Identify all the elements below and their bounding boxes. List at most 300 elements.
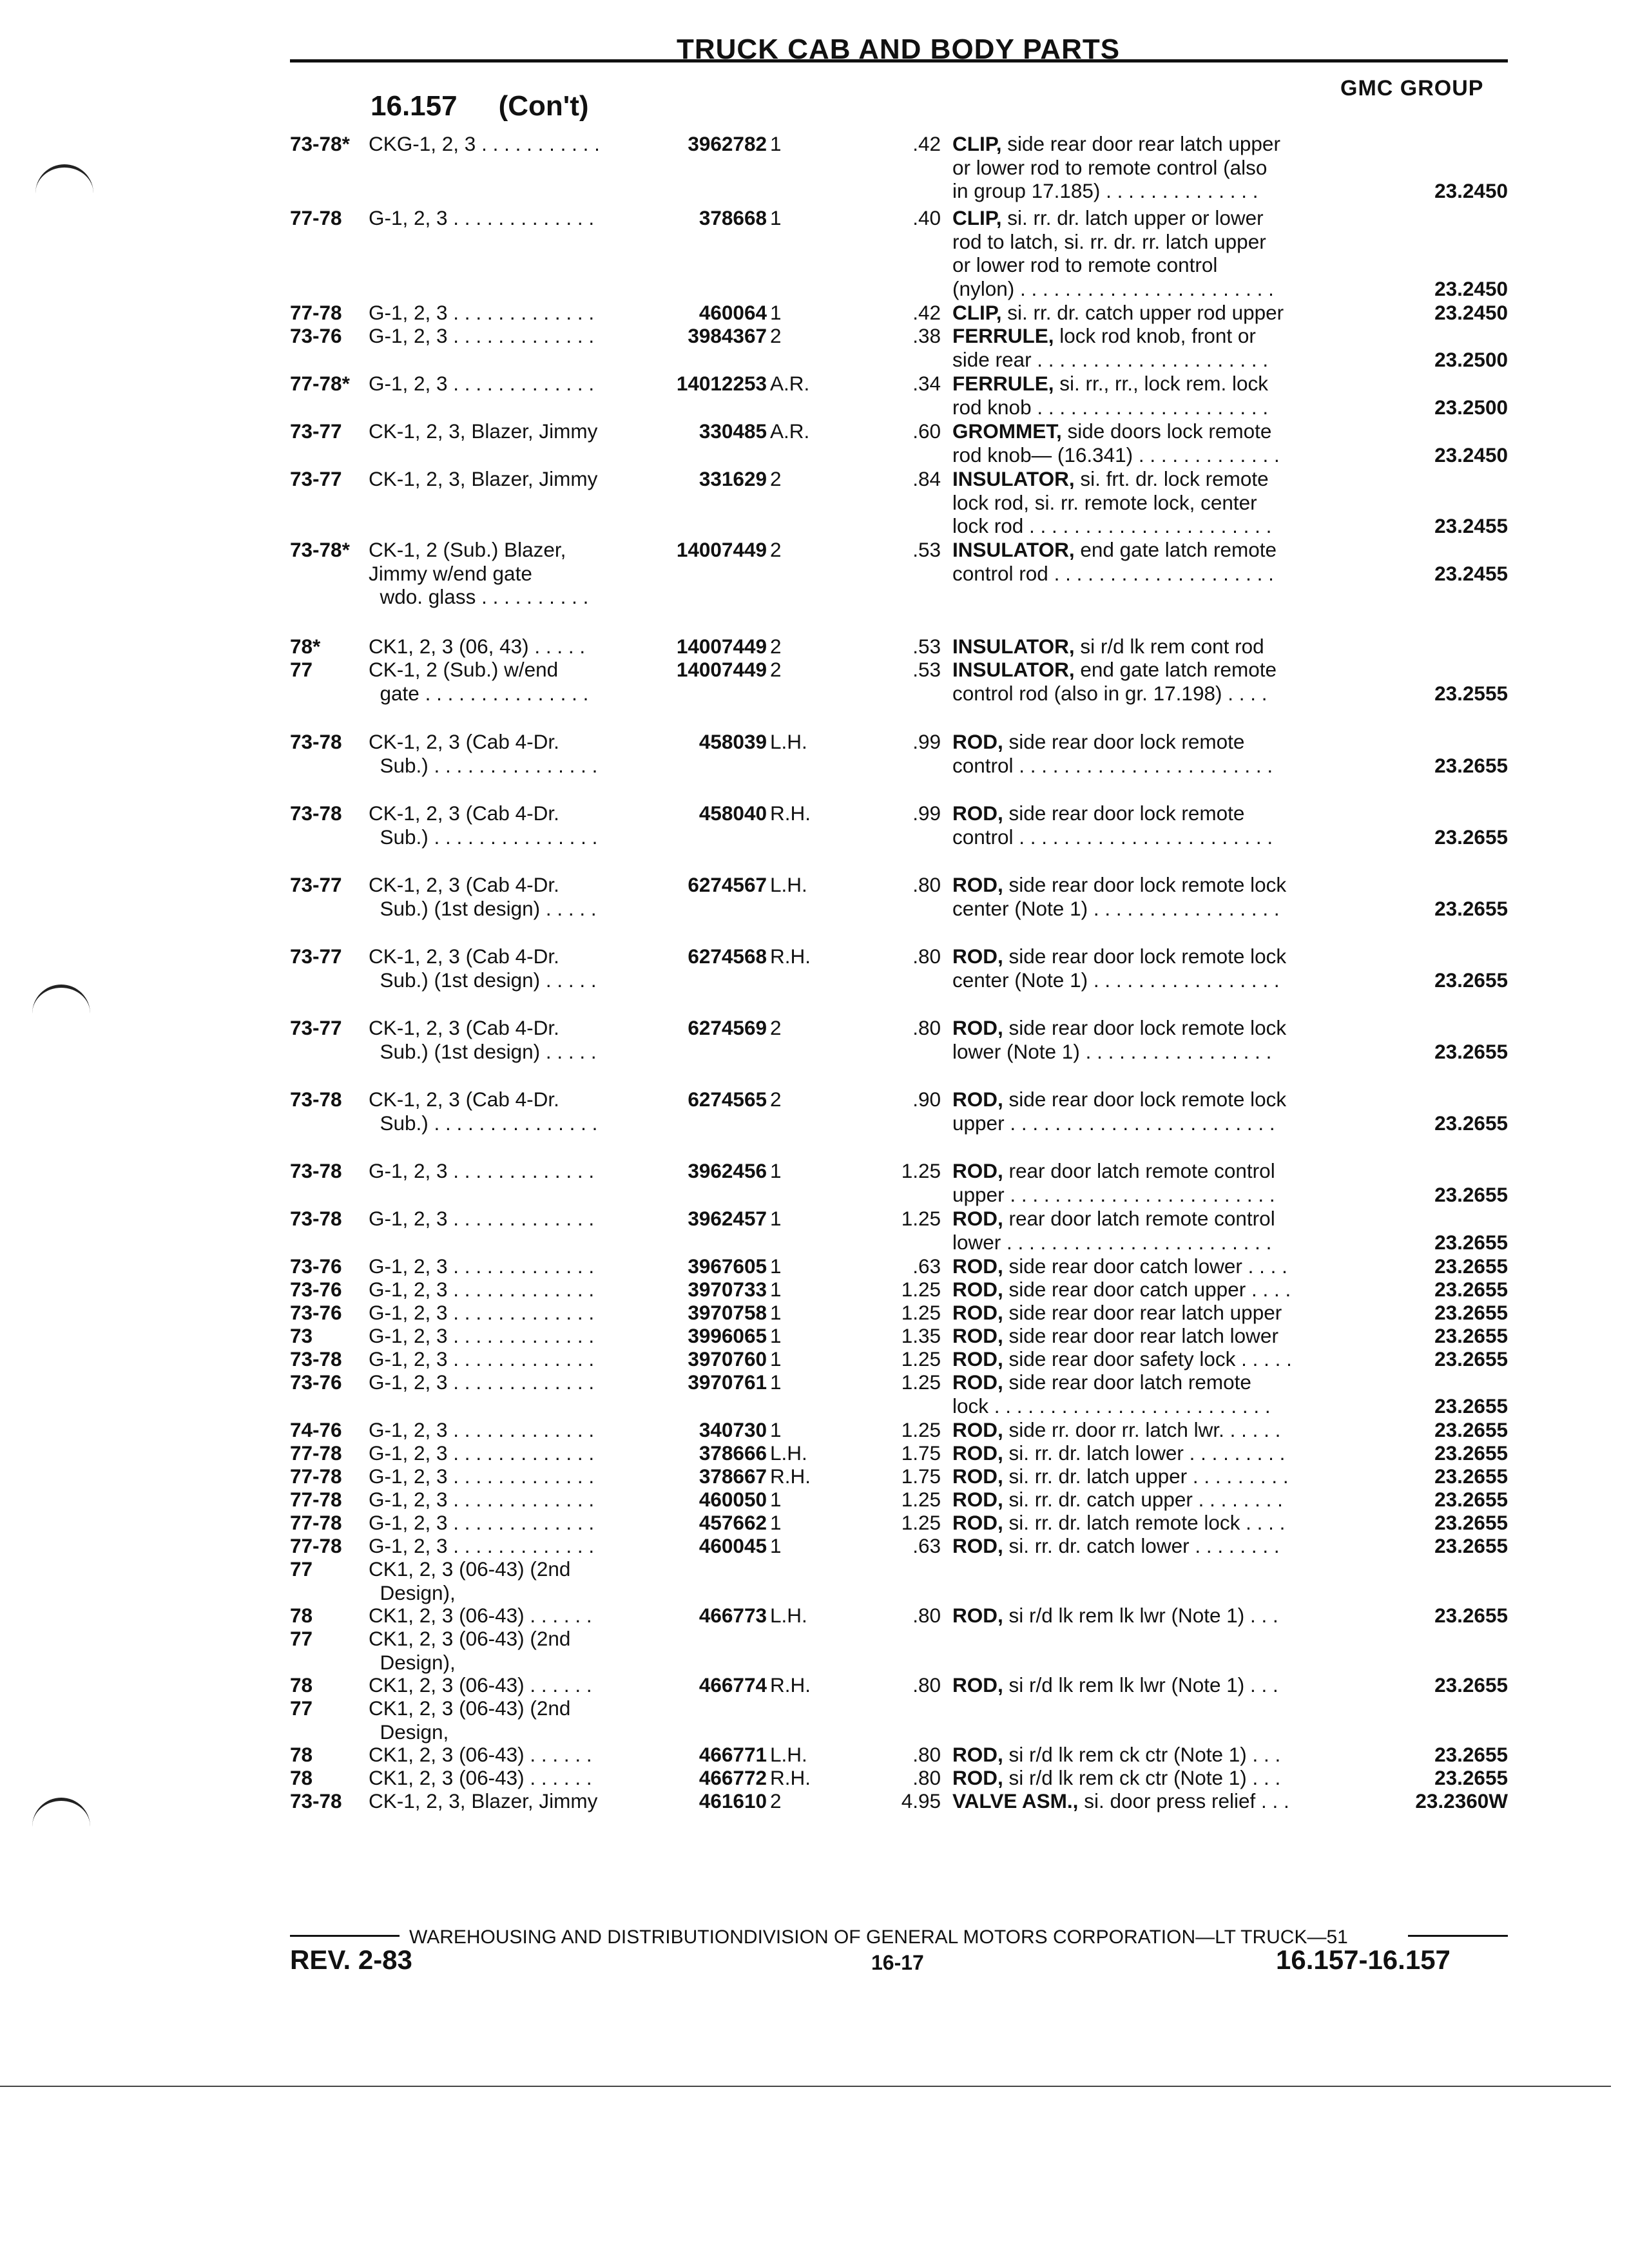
part-number: 3970761 [688,1370,767,1394]
group-number: 23.2655 [1434,1418,1508,1441]
quantity: R.H. [770,1465,811,1488]
price: 1.25 [901,1418,941,1441]
description-text: si. rr. dr. catch lower . . . . . . . . [1003,1534,1280,1557]
quantity: 1 [770,1370,782,1394]
price: .42 [912,132,941,155]
description-line [952,1370,1416,1394]
model-line: CK1, 2, 3 (06-43) . . . . . . [369,1673,592,1696]
part-number: 14007449 [676,538,767,561]
model-years: 74-76 [290,1418,342,1441]
model-line: Jimmy w/end gate [369,561,532,585]
quantity: 1 [770,301,782,324]
description-line: lock rod . . . . . . . . . . . . . . . . . . . . . . [952,514,1272,537]
group-number: 23.2655 [1434,1465,1508,1488]
description-text: side rear door lock remote [1003,730,1245,753]
group-number: 23.2655 [1434,1441,1508,1465]
model-years: 73-78 [290,1159,342,1182]
description-text: side rear door lock remote lock [1003,945,1287,968]
model-line: CK1, 2, 3 (06-43) (2nd [369,1696,571,1720]
group-number: 23.2500 [1434,347,1508,371]
part-number: 466774 [699,1673,767,1696]
group-number: 23.2655 [1434,1766,1508,1789]
description-text: side rear door safety lock . . . . . [1003,1347,1292,1370]
model-years: 78 [290,1604,313,1627]
model-application [369,1627,639,1674]
part-number: 331629 [699,467,767,490]
quantity: 1 [770,1301,782,1324]
description-line: (nylon) . . . . . . . . . . . . . . . . . . . . . . . [952,276,1274,300]
model-application [369,1557,639,1604]
group-number: 23.2655 [1434,1278,1508,1301]
quantity: L.H. [770,1604,807,1627]
quantity: 2 [770,467,782,490]
group-number: 23.2655 [1434,1230,1508,1254]
description-line: control . . . . . . . . . . . . . . . . . . . . . . . [952,753,1273,777]
model-line: CK-1, 2, 3, Blazer, Jimmy [369,1789,598,1812]
item-name: ROD, [952,873,1003,896]
item-name: GROMMET, [952,419,1062,443]
model-line: G-1, 2, 3 . . . . . . . . . . . . . [369,1465,595,1488]
description-text: si. rr. dr. latch remote lock . . . . [1003,1511,1286,1534]
group-number: 23.2455 [1434,514,1508,537]
description-line: control rod (also in gr. 17.198) . . . . [952,681,1268,705]
item-name: CLIP, [952,132,1002,155]
model-line: G-1, 2, 3 . . . . . . . . . . . . . [369,1278,595,1301]
model-years: 77-78 [290,1511,342,1534]
model-line: Sub.) (1st design) . . . . . [369,1039,597,1063]
description-line: or lower rod to remote control [952,253,1218,276]
section-heading [371,90,589,122]
description-text: side rear door rear latch upper [1003,1301,1282,1324]
model-years: 73-77 [290,419,342,443]
description-text: rear door latch remote control [1003,1159,1275,1182]
model-line: G-1, 2, 3 . . . . . . . . . . . . . [369,1159,595,1182]
price: 1.25 [901,1159,941,1182]
price: 1.25 [901,1207,941,1230]
price: .42 [912,301,941,324]
model-years: 77-78* [290,372,350,395]
quantity: 1 [770,1511,782,1534]
group-number: 23.2655 [1434,896,1508,920]
group-number: 23.2655 [1434,1254,1508,1278]
description-line: or lower rod to remote control (also [952,155,1268,179]
description-line [952,945,1416,968]
price: 1.25 [901,1347,941,1370]
description-line [952,1207,1416,1231]
description-line: lower (Note 1) . . . . . . . . . . . . . . . . . [952,1039,1272,1063]
description-text: side rear door latch remote [1003,1370,1251,1394]
item-name: VALVE ASM., [952,1789,1079,1812]
model-years: 73-77 [290,467,342,490]
part-number: 458040 [699,802,767,825]
part-description [952,635,1416,658]
quantity: 1 [770,1347,782,1370]
description-line: lower . . . . . . . . . . . . . . . . . . . . . . . . [952,1230,1272,1254]
quantity: R.H. [770,1766,811,1789]
model-line: Sub.) . . . . . . . . . . . . . . . [369,825,598,849]
quantity: R.H. [770,1673,811,1696]
price: .38 [912,324,941,347]
model-years: 73-77 [290,1016,342,1039]
description-text: side rear door lock remote [1003,802,1245,825]
item-name: ROD, [952,1324,1003,1347]
group-number: 23.2655 [1434,1039,1508,1063]
part-number: 460050 [699,1488,767,1511]
description-text: side rear door rear latch lower [1003,1324,1278,1347]
page-number: 16-17 [871,1951,924,1974]
description-text: si r/d lk rem lk lwr (Note 1) . . . [1003,1673,1278,1696]
part-number: 466771 [699,1743,767,1766]
part-number: 340730 [699,1418,767,1441]
quantity: 1 [770,1418,782,1441]
description-line [952,1159,1416,1183]
model-line: G-1, 2, 3 . . . . . . . . . . . . . [369,1324,595,1347]
quantity: 2 [770,538,782,561]
item-name: ROD, [952,945,1003,968]
model-line: Design), [369,1650,456,1674]
description-text: side rear door lock remote lock [1003,873,1287,896]
description-text: si. rr. dr. catch upper . . . . . . . . [1003,1488,1283,1511]
description-line: in group 17.185) . . . . . . . . . . . . . . [952,179,1258,202]
part-number: 461610 [699,1789,767,1812]
part-number: 458039 [699,730,767,753]
description-text: side rear door lock remote lock [1003,1016,1287,1039]
quantity: A.R. [770,419,810,443]
item-name: CLIP, [952,206,1002,229]
model-line: CK1, 2, 3 (06-43) . . . . . . [369,1743,592,1766]
group-number: 23.2655 [1434,1673,1508,1696]
model-line: Sub.) . . . . . . . . . . . . . . . [369,753,598,777]
model-line: G-1, 2, 3 . . . . . . . . . . . . . [369,1441,595,1465]
price: .53 [912,538,941,561]
price: .34 [912,372,941,395]
price: .40 [912,206,941,229]
model-line: G-1, 2, 3 . . . . . . . . . . . . . [369,1534,595,1557]
model-years: 77 [290,658,313,681]
section-number: 16.157 [371,90,458,122]
model-line: G-1, 2, 3 . . . . . . . . . . . . . [369,1254,595,1278]
description-line: control . . . . . . . . . . . . . . . . . . . . . . . [952,825,1273,849]
part-number: 3984367 [688,324,767,347]
model-line: CK-1, 2, 3 (Cab 4-Dr. [369,1088,559,1111]
description-text: si r/d lk rem lk lwr (Note 1) . . . [1003,1604,1278,1627]
item-name: INSULATOR, [952,658,1075,681]
description-line: rod to latch, si. rr. dr. rr. latch upper [952,229,1266,253]
part-number: 6274568 [688,945,767,968]
price: .80 [912,1673,941,1696]
model-line: wdo. glass . . . . . . . . . . [369,585,589,608]
model-years: 73-76 [290,1370,342,1394]
description-line [952,635,1416,658]
title-rule [290,59,1508,62]
item-name: ROD, [952,1673,1003,1696]
part-number: 466773 [699,1604,767,1627]
model-years: 73-76 [290,1301,342,1324]
model-years: 73 [290,1324,313,1347]
description-line: side rear . . . . . . . . . . . . . . . . . . . . . [952,347,1269,371]
footer-division-text: WAREHOUSING AND DISTRIBUTIONDIVISION OF GENERAL MOTORS CORPORATION—LT TRUCK—51 [409,1927,1348,1948]
description-text: rear door latch remote control [1003,1207,1275,1230]
quantity: L.H. [770,730,807,753]
description-text: side rear door lock remote lock [1003,1088,1287,1111]
quantity: 2 [770,658,782,681]
model-line: CK-1, 2, 3, Blazer, Jimmy [369,419,598,443]
footer-rule-right [1408,1935,1508,1937]
footer-rule-left [290,1935,400,1937]
description-line [952,206,1416,230]
description-line [952,324,1416,348]
model-line: CK-1, 2 (Sub.) Blazer, [369,538,566,561]
quantity: 1 [770,1488,782,1511]
group-label: GMC GROUP [1340,76,1484,101]
model-line: CK-1, 2, 3 (Cab 4-Dr. [369,1016,559,1039]
part-number: 3970760 [688,1347,767,1370]
price: 1.75 [901,1465,941,1488]
description-text: si r/d lk rem ck ctr (Note 1) . . . [1003,1766,1281,1789]
model-years: 73-77 [290,873,342,896]
price: .63 [912,1254,941,1278]
item-name: ROD, [952,1418,1003,1441]
model-line: G-1, 2, 3 . . . . . . . . . . . . . [369,324,595,347]
group-number: 23.2655 [1434,1511,1508,1534]
price: 1.25 [901,1301,941,1324]
model-years: 78 [290,1743,313,1766]
description-text: side rear door catch lower . . . . [1003,1254,1287,1278]
part-number: 3996065 [688,1324,767,1347]
quantity: 1 [770,1254,782,1278]
description-line: rod knob . . . . . . . . . . . . . . . . . . . . . [952,395,1269,419]
description-line: upper . . . . . . . . . . . . . . . . . . . . . . . . [952,1182,1275,1206]
section-range: 16.157-16.157 [1276,1945,1451,1975]
description-text: si. rr. dr. latch lower . . . . . . . . . [1003,1441,1286,1465]
quantity: 2 [770,1088,782,1111]
group-number: 23.2655 [1434,1347,1508,1370]
bottom-rule [0,2086,1611,2087]
item-name: ROD, [952,1254,1003,1278]
parts-list [0,132,1629,1820]
group-number: 23.2655 [1434,968,1508,992]
part-number: 378668 [699,206,767,229]
quantity: 2 [770,635,782,658]
item-name: ROD, [952,1465,1003,1488]
description-line: lock rod, si. rr. remote lock, center [952,490,1257,514]
price: .80 [912,1743,941,1766]
model-years: 77-78 [290,301,342,324]
quantity: L.H. [770,873,807,896]
model-line: CK-1, 2, 3 (Cab 4-Dr. [369,945,559,968]
description-line [952,467,1416,491]
group-number: 23.2655 [1434,1301,1508,1324]
price: 4.95 [901,1789,941,1812]
quantity: R.H. [770,802,811,825]
part-number: 14012253 [676,372,767,395]
item-name: ROD, [952,1278,1003,1301]
model-line: Sub.) (1st design) . . . . . [369,896,597,920]
quantity: 2 [770,1789,782,1812]
part-number: 3962457 [688,1207,767,1230]
model-years: 73-78 [290,730,342,753]
model-line: CK-1, 2, 3 (Cab 4-Dr. [369,873,559,896]
model-line: CK1, 2, 3 (06-43) . . . . . . [369,1766,592,1789]
group-number: 23.2360W [1415,1789,1508,1812]
model-years: 77-78 [290,1488,342,1511]
model-line: Sub.) . . . . . . . . . . . . . . . [369,1111,598,1135]
group-number: 23.2500 [1434,395,1508,419]
description-text: si r/d lk rem cont rod [1074,635,1264,658]
description-text: si. rr. dr. catch upper rod upper [1001,301,1284,324]
description-line [952,1088,1416,1111]
model-years: 73-78 [290,802,342,825]
group-number: 23.2455 [1434,561,1508,585]
description-text: si r/d lk rem ck ctr (Note 1) . . . [1003,1743,1281,1766]
quantity: 2 [770,1016,782,1039]
item-name: ROD, [952,1766,1003,1789]
price: 1.35 [901,1324,941,1347]
item-name: ROD, [952,1159,1003,1182]
model-line: G-1, 2, 3 . . . . . . . . . . . . . [369,1511,595,1534]
part-number: 460064 [699,301,767,324]
description-line: lock . . . . . . . . . . . . . . . . . . . . . . . . . [952,1394,1271,1418]
model-line: CK1, 2, 3 (06, 43) . . . . . [369,635,586,658]
price: .80 [912,873,941,896]
part-number: 378667 [699,1465,767,1488]
model-years: 77 [290,1627,313,1650]
model-line: G-1, 2, 3 . . . . . . . . . . . . . [369,206,595,229]
model-line: CK1, 2, 3 (06-43) (2nd [369,1557,571,1581]
item-name: ROD, [952,1301,1003,1324]
price: .99 [912,730,941,753]
quantity: L.H. [770,1743,807,1766]
model-line: Design), [369,1581,456,1604]
group-number: 23.2450 [1434,443,1508,466]
price: 1.25 [901,1370,941,1394]
item-name: FERRULE, [952,324,1054,347]
description-line: center (Note 1) . . . . . . . . . . . . . . . . . [952,968,1280,992]
description-line [952,730,1416,754]
group-number: 23.2655 [1434,1182,1508,1206]
description-line [952,1016,1416,1040]
description-text: end gate latch remote [1074,658,1277,681]
quantity: 1 [770,1207,782,1230]
item-name: ROD, [952,1488,1003,1511]
model-years: 77 [290,1557,313,1581]
model-line: G-1, 2, 3 . . . . . . . . . . . . . [369,1347,595,1370]
part-number: 14007449 [676,635,767,658]
item-name: ROD, [952,1534,1003,1557]
model-years: 77-78 [290,1465,342,1488]
quantity: L.H. [770,1441,807,1465]
part-number: 3962782 [688,132,767,155]
description-text: si. rr. dr. latch upper . . . . . . . . . [1003,1465,1289,1488]
model-line: G-1, 2, 3 . . . . . . . . . . . . . [369,372,595,395]
part-number: 6274567 [688,873,767,896]
description-line [952,658,1416,682]
group-number: 23.2450 [1434,276,1508,300]
price: 1.25 [901,1511,941,1534]
part-number: 6274569 [688,1016,767,1039]
item-name: ROD, [952,1370,1003,1394]
model-years: 73-78* [290,132,350,155]
description-text: si. frt. dr. lock remote [1074,467,1269,490]
item-name: ROD, [952,1016,1003,1039]
description-line: rod knob— (16.341) . . . . . . . . . . . . . [952,443,1280,466]
description-line: center (Note 1) . . . . . . . . . . . . . . . . . [952,896,1280,920]
model-line: gate . . . . . . . . . . . . . . . [369,681,589,705]
model-years: 73-77 [290,945,342,968]
description-text: side rear door rear latch upper [1001,132,1280,155]
group-number: 23.2655 [1434,1743,1508,1766]
item-name: ROD, [952,1207,1003,1230]
model-years: 77 [290,1696,313,1720]
item-name: INSULATOR, [952,635,1075,658]
part-number: 6274565 [688,1088,767,1111]
price: .80 [912,945,941,968]
model-line: G-1, 2, 3 . . . . . . . . . . . . . [369,1370,595,1394]
model-line: G-1, 2, 3 . . . . . . . . . . . . . [369,1207,595,1230]
description-text: end gate latch remote [1074,538,1277,561]
group-number: 23.2655 [1434,753,1508,777]
item-name: INSULATOR, [952,467,1075,490]
price: .80 [912,1766,941,1789]
price: .80 [912,1604,941,1627]
quantity: 1 [770,1324,782,1347]
model-line: CK-1, 2, 3, Blazer, Jimmy [369,467,598,490]
price: .90 [912,1088,941,1111]
group-number: 23.2655 [1434,1604,1508,1627]
description-text: side rr. door rr. latch lwr. . . . . . [1003,1418,1281,1441]
revision-label: REV. 2-83 [290,1945,412,1975]
part-number: 457662 [699,1511,767,1534]
model-years: 77-78 [290,1534,342,1557]
item-name: CLIP, [952,301,1002,324]
description-text: side rear door catch upper . . . . [1003,1278,1291,1301]
model-years: 77-78 [290,1441,342,1465]
part-number: 3967605 [688,1254,767,1278]
quantity: 2 [770,324,782,347]
price: .63 [912,1534,941,1557]
model-line: Sub.) (1st design) . . . . . [369,968,597,992]
part-number: 3970733 [688,1278,767,1301]
model-line: G-1, 2, 3 . . . . . . . . . . . . . [369,1301,595,1324]
section-continued-note: (Con't) [498,90,589,122]
model-line: CK1, 2, 3 (06-43) . . . . . . [369,1604,592,1627]
price: 1.25 [901,1278,941,1301]
model-years: 77-78 [290,206,342,229]
item-name: ROD, [952,1604,1003,1627]
description-line: control rod . . . . . . . . . . . . . . . . . . . . [952,561,1274,585]
quantity: 1 [770,1534,782,1557]
price: .60 [912,419,941,443]
description-text: si. door press relief . . . [1078,1789,1289,1812]
model-line: G-1, 2, 3 . . . . . . . . . . . . . [369,1418,595,1441]
group-number: 23.2655 [1434,1488,1508,1511]
item-name: ROD, [952,802,1003,825]
group-number: 23.2450 [1434,179,1508,202]
item-name: FERRULE, [952,372,1054,395]
description-text: si. rr., rr., lock rem. lock [1054,372,1269,395]
item-name: ROD, [952,730,1003,753]
description-line [952,419,1416,443]
price: .53 [912,635,941,658]
price: .80 [912,1016,941,1039]
part-number: 330485 [699,419,767,443]
model-line: CK-1, 2, 3 (Cab 4-Dr. [369,802,559,825]
model-years: 78* [290,635,321,658]
description-line [952,538,1416,562]
model-line: CK-1, 2, 3 (Cab 4-Dr. [369,730,559,753]
description-line [952,873,1416,897]
quantity: A.R. [770,372,810,395]
